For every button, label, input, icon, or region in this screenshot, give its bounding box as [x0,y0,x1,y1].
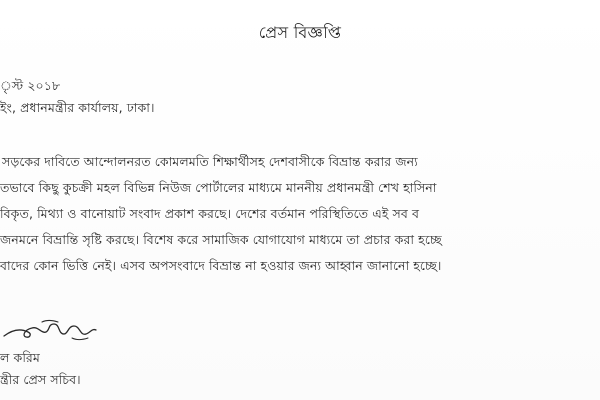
document-title: প্রেস বিজ্ঞপ্তি [258,23,342,42]
signer-name: ল করিম [0,350,40,365]
handwritten-signature [2,316,102,344]
document-date: ৃস্ট ২০১৮ [0,78,61,93]
signer-title: ন্ত্রীর প্রেস সচিব। [0,372,81,387]
body-line: জনমনে বিভ্রান্তি সৃষ্টি করছে। বিশেষ করে সামাজিক যোগাযোগ মাধ্যমে তা প্রচার করা হচ্ছে [0,232,442,247]
body-line: সড়কের দাবিতে আন্দোলনরত কোমলমতি শিক্ষার্থীসহ দেশবাসীকে বিভ্রান্ত করার জন্য [2,154,418,169]
body-line: বাদের কোন ভিত্তি নেই। এসব অপসংবাদে বিভ্রান্ত না হওয়ার জন্য আহ্বান জানানো হচ্ছে। [0,258,442,273]
document-place: ইং, প্রধানমন্ত্রীর কার্যালয়, ঢাকা। [0,100,155,115]
body-line: তভাবে কিছু কুচক্রী মহল বিভিন্ন নিউজ পোর্টালের মাধ্যমে মাননীয় প্রধানমন্ত্রী শেখ হাসিনা [0,180,437,195]
body-line: বিকৃত, মিথ্যা ও বানোয়াট সংবাদ প্রকাশ করছে। দেশের বর্তমান পরিস্থিতিতে এই সব ব [0,206,420,221]
